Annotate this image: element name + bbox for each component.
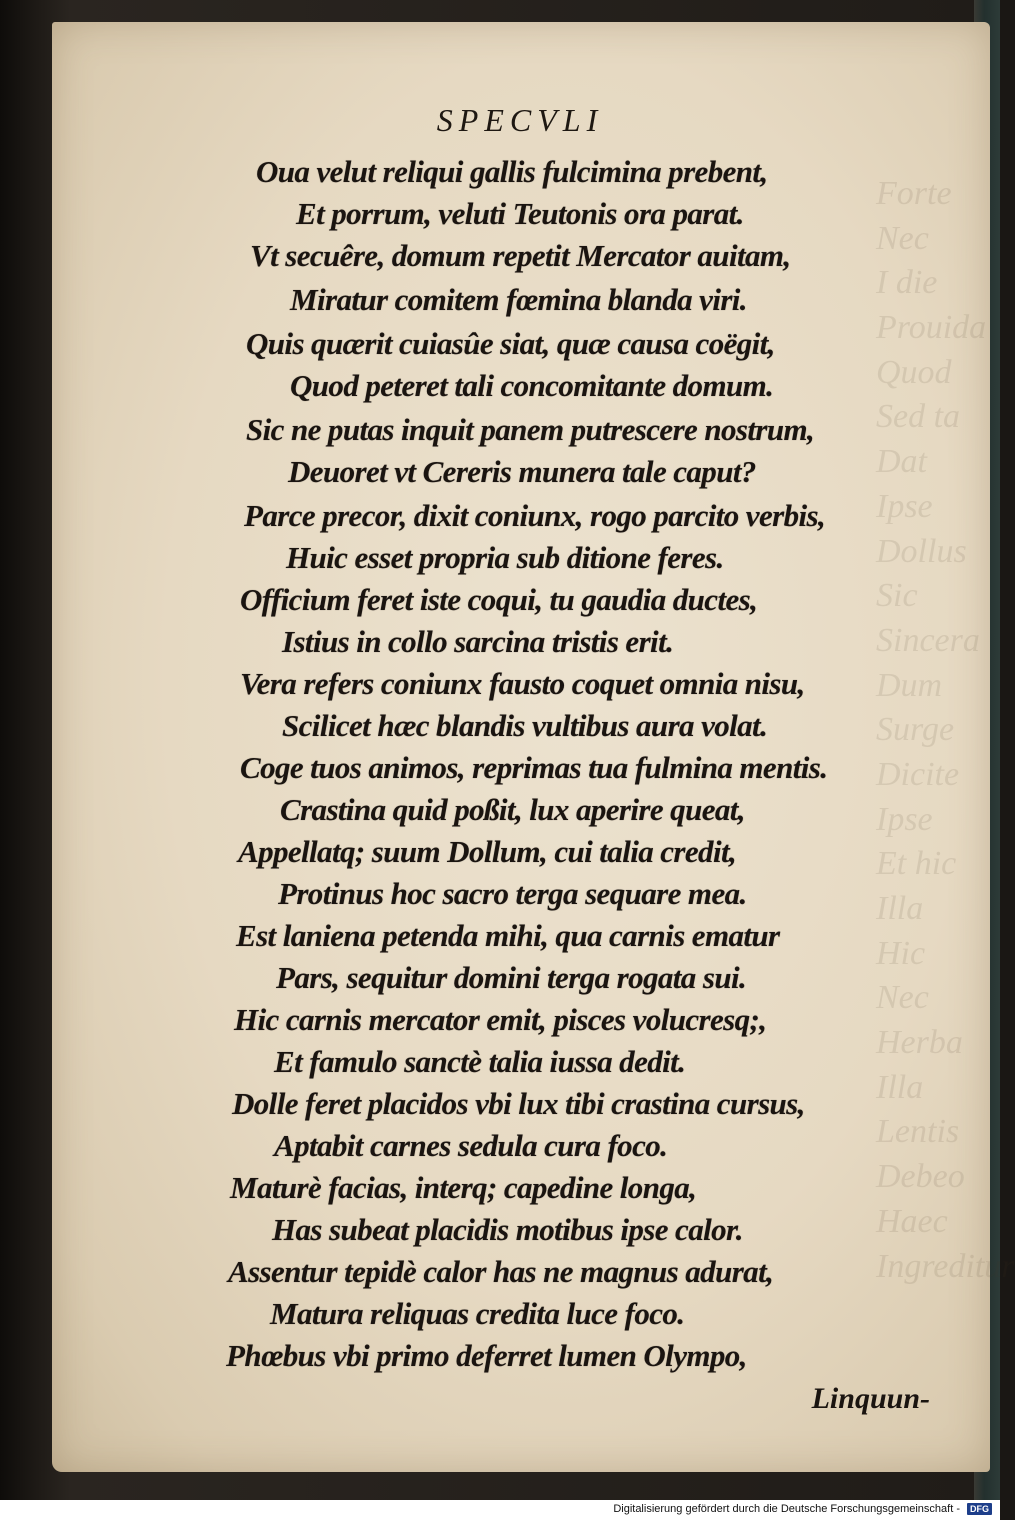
verse-line: Pars, sequitur domini terga rogata sui.: [276, 960, 747, 995]
verse-line: Est laniena petenda mihi, qua carnis ematur: [236, 918, 780, 953]
verse-line: Appellatq; suum Dollum, cui talia credit,: [238, 834, 737, 869]
footer-bar: [0, 1500, 1000, 1520]
catchword: Linquun-: [811, 1382, 930, 1415]
verse-line: Deuoret vt Cereris munera tale caput?: [288, 454, 756, 489]
verse-line: Maturè facias, interq; capedine longa,: [230, 1170, 697, 1205]
verse-line: Istius in collo sarcina tristis erit.: [282, 624, 674, 659]
verse-line: Huic esset propria sub ditione feres.: [286, 540, 724, 575]
verse-line: Has subeat placidis motibus ipse calor.: [272, 1212, 743, 1247]
verse-line: Parce precor, dixit coniunx, rogo parcito verbis,: [244, 498, 826, 533]
funding-credit: Digitalisierung gefördert durch die Deutsche Forschungsgemeinschaft -: [613, 1503, 960, 1515]
verse-line: Matura reliquas credita luce foco.: [270, 1296, 685, 1331]
show-through-text: Forte Nec I die Prouida Quod Sed ta Dat Ipse Dollus Sic Sincera Dum Surge Dicite Ipse Et hic Illa Hic Nec Herba Illa Lentis Debeo Haec Ingreditur: [876, 175, 1015, 1285]
verse-line: Et porrum, veluti Teutonis ora parat.: [296, 196, 744, 231]
running-header: SPECVLI: [436, 102, 604, 138]
verse-line: Quod peteret tali concomitante domum.: [290, 368, 774, 403]
verse-line: Dolle feret placidos vbi lux tibi crastina cursus,: [232, 1086, 805, 1121]
verse-line: Scilicet hæc blandis vultibus aura volat.: [282, 708, 768, 743]
verse-line: Sic ne putas inquit panem putrescere nostrum,: [246, 412, 815, 447]
verse-line: Assentur tepidè calor has ne magnus adurat,: [228, 1254, 774, 1289]
verse-line: Protinus hoc sacro terga sequare mea.: [278, 876, 747, 911]
verse-line: Vt secuêre, domum repetit Mercator auitam,: [250, 238, 791, 273]
verse-line: Officium feret iste coqui, tu gaudia ductes,: [240, 582, 758, 617]
verse-line: Quis quærit cuiasûe siat, quæ causa coëgit,: [246, 326, 775, 361]
verse-line: Miratur comitem fœmina blanda viri.: [290, 282, 747, 317]
verse-line: Aptabit carnes sedula cura foco.: [274, 1128, 668, 1163]
verse-line: Phœbus vbi primo deferret lumen Olympo,: [226, 1338, 747, 1373]
verse-line: Crastina quid poßit, lux aperire queat,: [280, 792, 745, 827]
verse-line: Vera refers coniunx fausto coquet omnia nisu,: [240, 666, 805, 701]
verse-line: Et famulo sanctè talia iussa dedit.: [274, 1044, 686, 1079]
verse-line: Hic carnis mercator emit, pisces volucresq;,: [234, 1002, 767, 1037]
verse-line: Oua velut reliqui gallis fulcimina prebent,: [256, 154, 768, 189]
verse-line: Coge tuos animos, reprimas tua fulmina mentis.: [240, 750, 828, 785]
dfg-logo: DFG: [967, 1503, 992, 1515]
